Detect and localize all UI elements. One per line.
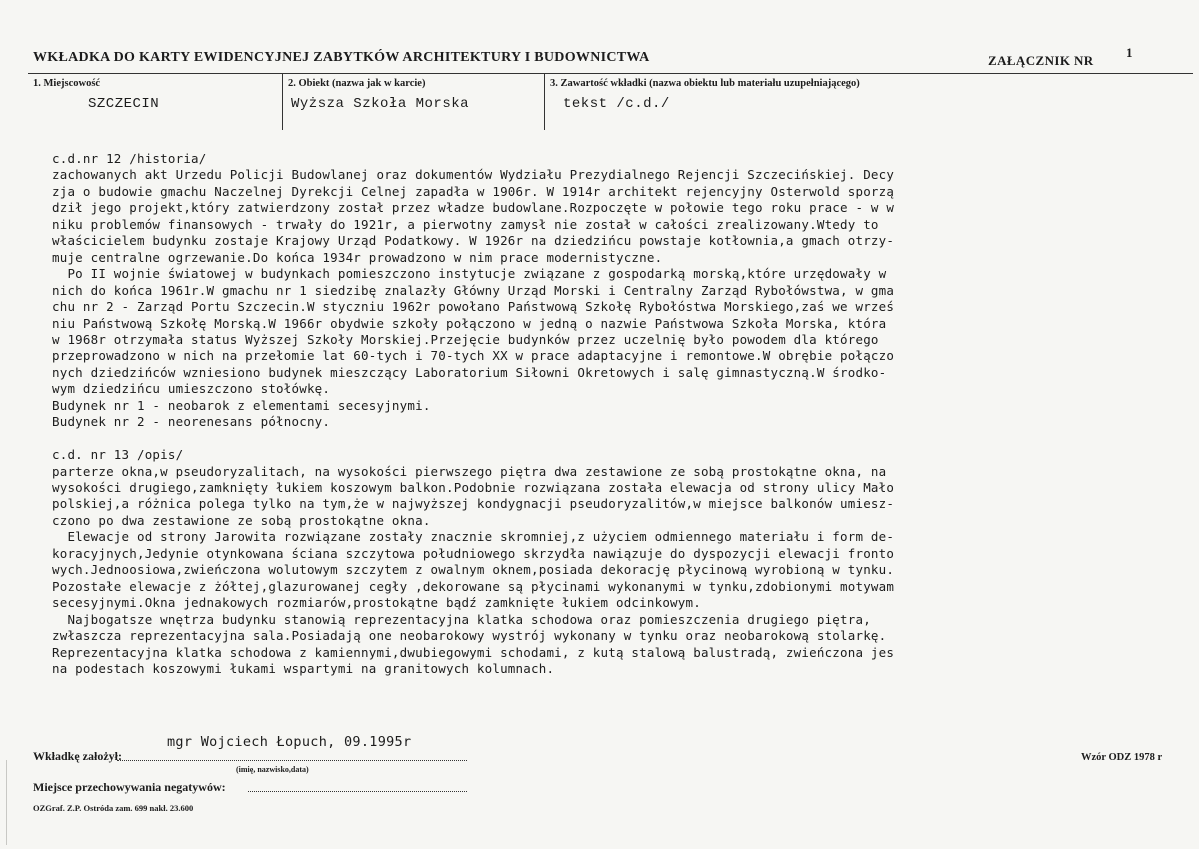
body-line: na podestach koszowymi łukami wspartymi na granitowych kolumnach. [52,660,555,676]
body-line: Budynek nr 2 - neorenesans północny. [52,414,331,430]
body-line: właścicielem budynku zostaje Krajowy Urząd Podatkowy. W 1926r na dziedzińcu powstaje kotłownia,a gmach otrzy- [52,233,895,249]
field-object-label: 2. Obiekt (nazwa jak w karcie) [288,78,426,89]
template-id: Wzór ODZ 1978 r [1081,752,1163,763]
body-line: c.d.nr 12 /historia/ [52,151,207,166]
signature-label: Wkładkę założył: [33,749,122,763]
body-line: czono po dwa zestawione ze sobą prostokątne okna. [52,512,431,528]
signature-hint: (imię, nazwisko,data) [236,765,309,774]
signature-value: mgr Wojciech Łopuch, 09.1995r [167,734,412,750]
body-line: Najbogatsze wnętrza budynku stanowią reprezentacyjna klatka schodowa oraz pomieszczenia drugiego piętra, [52,611,871,627]
annex-number: 1 [1126,45,1133,60]
scan-edge-line [6,760,7,845]
body-line: secesyjnymi.Okna jednakowych rozmiarów,prostokątne bądź zamknięte łukiem odcinkowym. [52,595,701,611]
body-line: parterze okna,w pseudoryzalitach, na wysokości pierwszego piętra dwa zestawione ze sobą prostokątne okna, na [52,463,887,479]
negatives-dotted-line [248,791,467,792]
print-info: OZGraf. Z.P. Ostróda zam. 699 nakł. 23.600 [33,803,194,813]
body-line: zja o budowie gmachu Naczelnej Dyrekcji Celnej zapadła w 1906r. W 1914r architekt rejencyjny Osterwold sporzą [52,183,895,199]
body-line: zachowanych akt Urzedu Policji Budowlanej oraz dokumentów Wydziału Prezydialnego Rejencji Szczecińskiej. Decy [52,167,895,183]
body-line: wych.Jednoosiowa,zwieńczona wolutowym szczytem z owalnym oknem,posiada dekorację płycinową wyrobioną w tynku. [52,562,895,578]
header-fields [28,74,1193,130]
field-object [282,74,545,130]
body-line: Elewacje od strony Jarowita rozwiązane zostały znacznie skromniej,z użyciem odmiennego materiału i form de- [52,529,895,545]
body-line: zwłaszcza reprezentacyjna sala.Posiadają one neobarokowy wystrój wykonany w tynku oraz neobarokową stolarkę. [52,628,887,644]
body-line: w 1968r otrzymała status Wyższej Szkoły Morskiej.Przejęcie budynków przez uczelnię było powodem dla którego [52,331,879,347]
field-content-value: tekst /c.d./ [563,96,670,112]
body-line: niu Państwową Szkołę Morską.W 1966r obydwie szkoły połączono w jedną o nazwie Państwowa Szkoła Morska, która [52,315,887,331]
field-object-value: Wyższa Szkoła Morska [291,96,470,112]
annex-label: ZAŁĄCZNIK NR [988,53,1094,68]
body-line: wym dziedzińcu umieszczono stołówkę. [52,381,331,397]
signature-dotted-line [117,760,467,761]
body-line: Reprezentacyjna klatka schodowa z kamiennymi,dwubiegowymi schodami, z kutą stalową balustradą, zwieńczona jes [52,644,895,660]
body-line: nich do końca 1961r.W gmachu nr 1 siedzibę znalazły Główny Urząd Morski i Centralny Zarząd Rybołówstwa, w gma [52,282,895,298]
body-line: nych dziedzińców wzniesiono budynek mieszczący Laboratorium Siłowni Okretowych i salę gimnastyczną.W środko- [52,364,887,380]
body-line: c.d. nr 13 /opis/ [52,447,184,463]
field-locality-value: SZCZECIN [88,96,160,112]
field-locality-label: 1. Miejscowość [33,78,101,89]
field-locality [28,74,282,130]
negatives-location-label: Miejsce przechowywania negatywów: [33,780,226,794]
body-line: koracyjnych,Jedynie otynkowana ściana szczytowa południowego skrzydła nawiązuje do dyspozycji elewacji fronto [52,545,895,561]
form-title: WKŁADKA DO KARTY EWIDENCYJNEJ ZABYTKÓW ARCHITEKTURY I BUDOWNICTWA [33,50,650,65]
body-line: Budynek nr 1 - neobarok z elementami secesyjnymi. [52,397,431,413]
body-line: polskiej,a różnica polega tylko na tym,że w najwyższej kondygnacji pseudoryzalitów,w miejsce balkonów umiesz- [52,496,895,512]
field-content-label: 3. Zawartość wkładki (nazwa obiektu lub materiału uzupełniającego) [550,78,860,89]
body-line: Po II wojnie światowej w budynkach pomieszczono instytucje związane z gospodarką morską,które urzędowały w [52,266,887,282]
body-line: niku problemów finansowych - trwały do 1921r, a pierwotny zamysł nie został w całości zrealizowany.Wtedy to [52,216,879,232]
body-line: chu nr 2 - Zarząd Portu Szczecin.W styczniu 1962r powołano Państwową Szkołę Rybołóstwa Morskiego,zaś we wrześ [52,299,895,315]
body-line: muje centralne ogrzewanie.Do końca 1934r prowadzono w nim prace modernistyczne. [52,249,663,265]
body-line: przeprowadzono w nich na przełomie lat 60-tych i 70-tych XX w prace adaptacyjne i remontowe.W obrębie połączo [52,348,895,364]
body-line: dził jego projekt,który zatwierdzony został przez władze budowlane.Rozpoczęte w połowie tego roku prace - w w [52,200,895,216]
field-content [544,74,1194,130]
body-line: Pozostałe elewacje z żółtej,glazurowanej cegły ,dekorowane są płycinami wykonanymi w tynku,zdobionymi motywam [52,578,895,594]
body-line: wysokości drugiego,zamknięty łukiem koszowym balkon.Podobnie rozwiązana została elewacja od strony ulicy Mało [52,480,895,495]
